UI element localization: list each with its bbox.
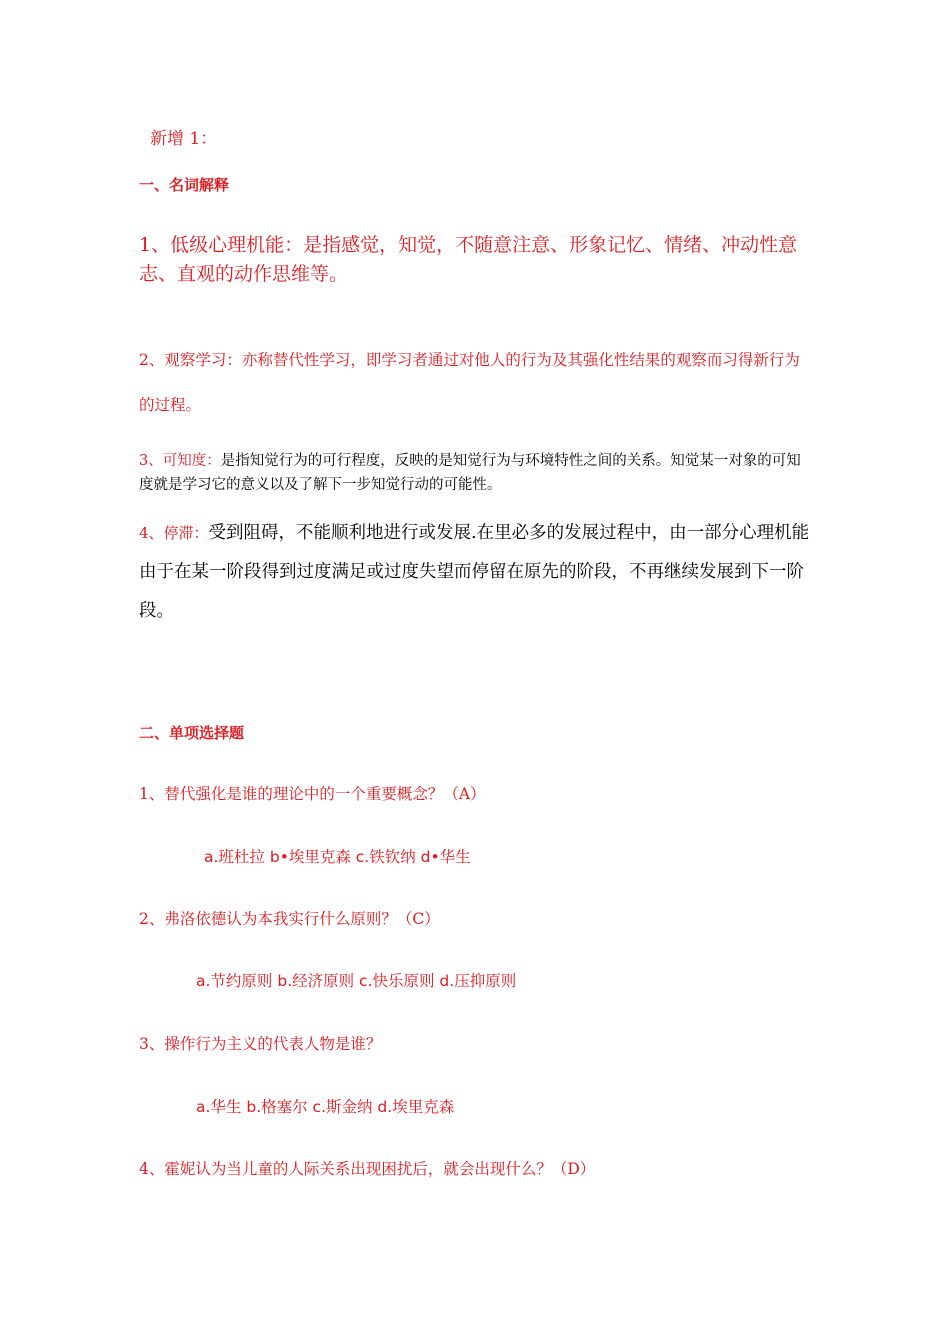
definition-item-3 — [139, 449, 815, 497]
question-2: 2、弗洛依德认为本我实行什么原则？（C） — [139, 910, 440, 928]
question-1: 1、替代强化是谁的理论中的一个重要概念？（A） — [139, 785, 486, 803]
question-1-options: a.班杜拉 b•埃里克森 c.铁钦纳 d•华生 — [204, 848, 471, 866]
question-3-options: a.华生 b.格塞尔 c.斯金纳 d.埃里克森 — [196, 1098, 455, 1116]
definition-term: 3、可知度： — [139, 453, 221, 469]
added-label: 新增 1： — [150, 129, 218, 149]
question-4: 4、霍妮认为当儿童的人际关系出现困扰后，就会出现什么？（D） — [139, 1160, 596, 1178]
definition-item-4 — [139, 514, 815, 631]
section-title-single-choice: 二、单项选择题 — [139, 724, 245, 742]
definition-desc: 是指感觉，知觉，不随意注意、形象记忆、情绪、冲动性意志、直观的动作思维等。 — [139, 234, 798, 285]
definition-term: 2、观察学习： — [139, 351, 242, 369]
section-title-definitions: 一、名词解释 — [139, 176, 230, 194]
definition-term: 4、停滞： — [139, 524, 209, 542]
question-3: 3、操作行为主义的代表人物是谁？ — [139, 1035, 382, 1053]
definition-term: 1、低级心理机能： — [139, 234, 304, 256]
definition-desc: 是指知觉行为的可行程度，反映的是知觉行为与环境特性之间的关系。知觉某一对象的可知度就是学习它的意义以及了解下一步知觉行动的可能性。 — [139, 453, 801, 493]
definition-item-1 — [139, 231, 815, 289]
definition-desc: 亦称替代性学习，即学习者通过对他人的行为及其强化性结果的观察而习得新行为的过程。 — [139, 351, 800, 414]
definition-desc: 受到阻碍，不能顺利地进行或发展.在里必多的发展过程中，由一部分心理机能由于在某一阶段得到过度满足或过度失望而停留在原先的阶段，不再继续发展到下一阶段。 — [139, 523, 810, 621]
question-2-options: a.节约原则 b.经济原则 c.快乐原则 d.压抑原则 — [196, 972, 517, 990]
definition-item-2 — [139, 338, 815, 428]
